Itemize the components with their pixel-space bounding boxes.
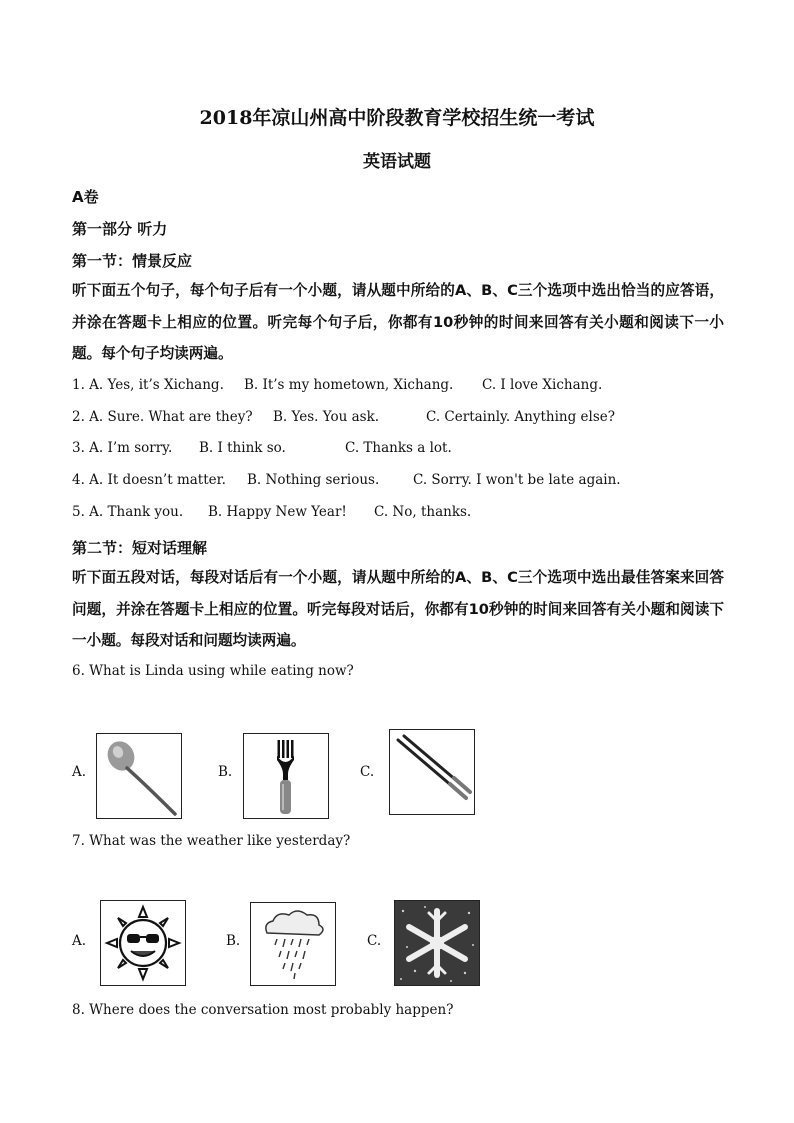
option-c: C. Thanks a lot.	[345, 440, 452, 456]
option-a: 2. A. Sure. What are they?	[72, 409, 253, 425]
section2-instruction: 听下面五段对话，每段对话后有一个小题，请从题中所给的A、B、C三个选项中选出最佳答案来回答问题，并涂在答题卡上相应的位置。听完每段对话后，你都有10秒钟的时间来回答有关小题和阅读下一小题。每段对话和问题均读两遍。	[72, 569, 724, 649]
option-b-label: B.	[218, 764, 233, 780]
exam-title: 2018年凉山州高中阶段教育学校招生统一考试	[199, 107, 595, 129]
option-c: C. No, thanks.	[374, 504, 472, 520]
exam-subtitle: 英语试题	[363, 152, 431, 172]
section1-instruction: 听下面五个句子，每个句子后有一个小题，请从题中所给的A、B、C三个选项中选出恰当的应答语，并涂在答题卡上相应的位置。听完每个句子后，你都有10秒钟的时间来回答有关小题和阅读下一小题。每个句子均读两遍。	[72, 282, 724, 362]
question-row	[72, 409, 615, 425]
question-row	[72, 377, 602, 393]
sun-icon	[100, 900, 186, 986]
option-b: B. It’s my hometown, Xichang.	[244, 377, 454, 393]
question-row	[72, 472, 621, 488]
option-b: B. Happy New Year!	[208, 504, 347, 520]
option-a-label: A.	[72, 933, 87, 949]
option-c: C. Sorry. I won't be late again.	[413, 472, 621, 488]
question-row	[72, 504, 471, 520]
option-a: 5. A. Thank you.	[72, 504, 184, 520]
question-row	[72, 440, 452, 456]
chopsticks-icon	[389, 729, 475, 815]
option-b: B. Yes. You ask.	[273, 409, 380, 425]
spoon-icon	[96, 733, 182, 819]
option-c: C. I love Xichang.	[482, 377, 603, 393]
option-a-label: A.	[72, 764, 87, 780]
option-c-label: C.	[360, 764, 375, 780]
part-heading: 第一部分 听力	[72, 220, 168, 238]
option-a: 4. A. It doesn’t matter.	[72, 472, 226, 488]
question-8-text: 8. Where does the conversation most probably happen?	[72, 1002, 454, 1018]
option-b-label: B.	[226, 933, 241, 949]
option-b: B. I think so.	[199, 440, 286, 456]
fork-icon	[243, 733, 329, 819]
rain-cloud-icon	[250, 902, 336, 986]
section2-heading: 第二节：短对话理解	[72, 539, 208, 557]
section1-heading: 第一节：情景反应	[72, 252, 193, 270]
volume-label: A卷	[72, 188, 99, 206]
question-7-text: 7. What was the weather like yesterday?	[72, 833, 351, 849]
snowflake-icon	[394, 900, 480, 986]
option-a: 1. A. Yes, it’s Xichang.	[72, 377, 224, 393]
option-c: C. Certainly. Anything else?	[426, 409, 616, 425]
option-c-label: C.	[367, 933, 382, 949]
question-6-text: 6. What is Linda using while eating now?	[72, 663, 354, 679]
option-b: B. Nothing serious.	[247, 472, 380, 488]
option-a: 3. A. I’m sorry.	[72, 440, 173, 456]
